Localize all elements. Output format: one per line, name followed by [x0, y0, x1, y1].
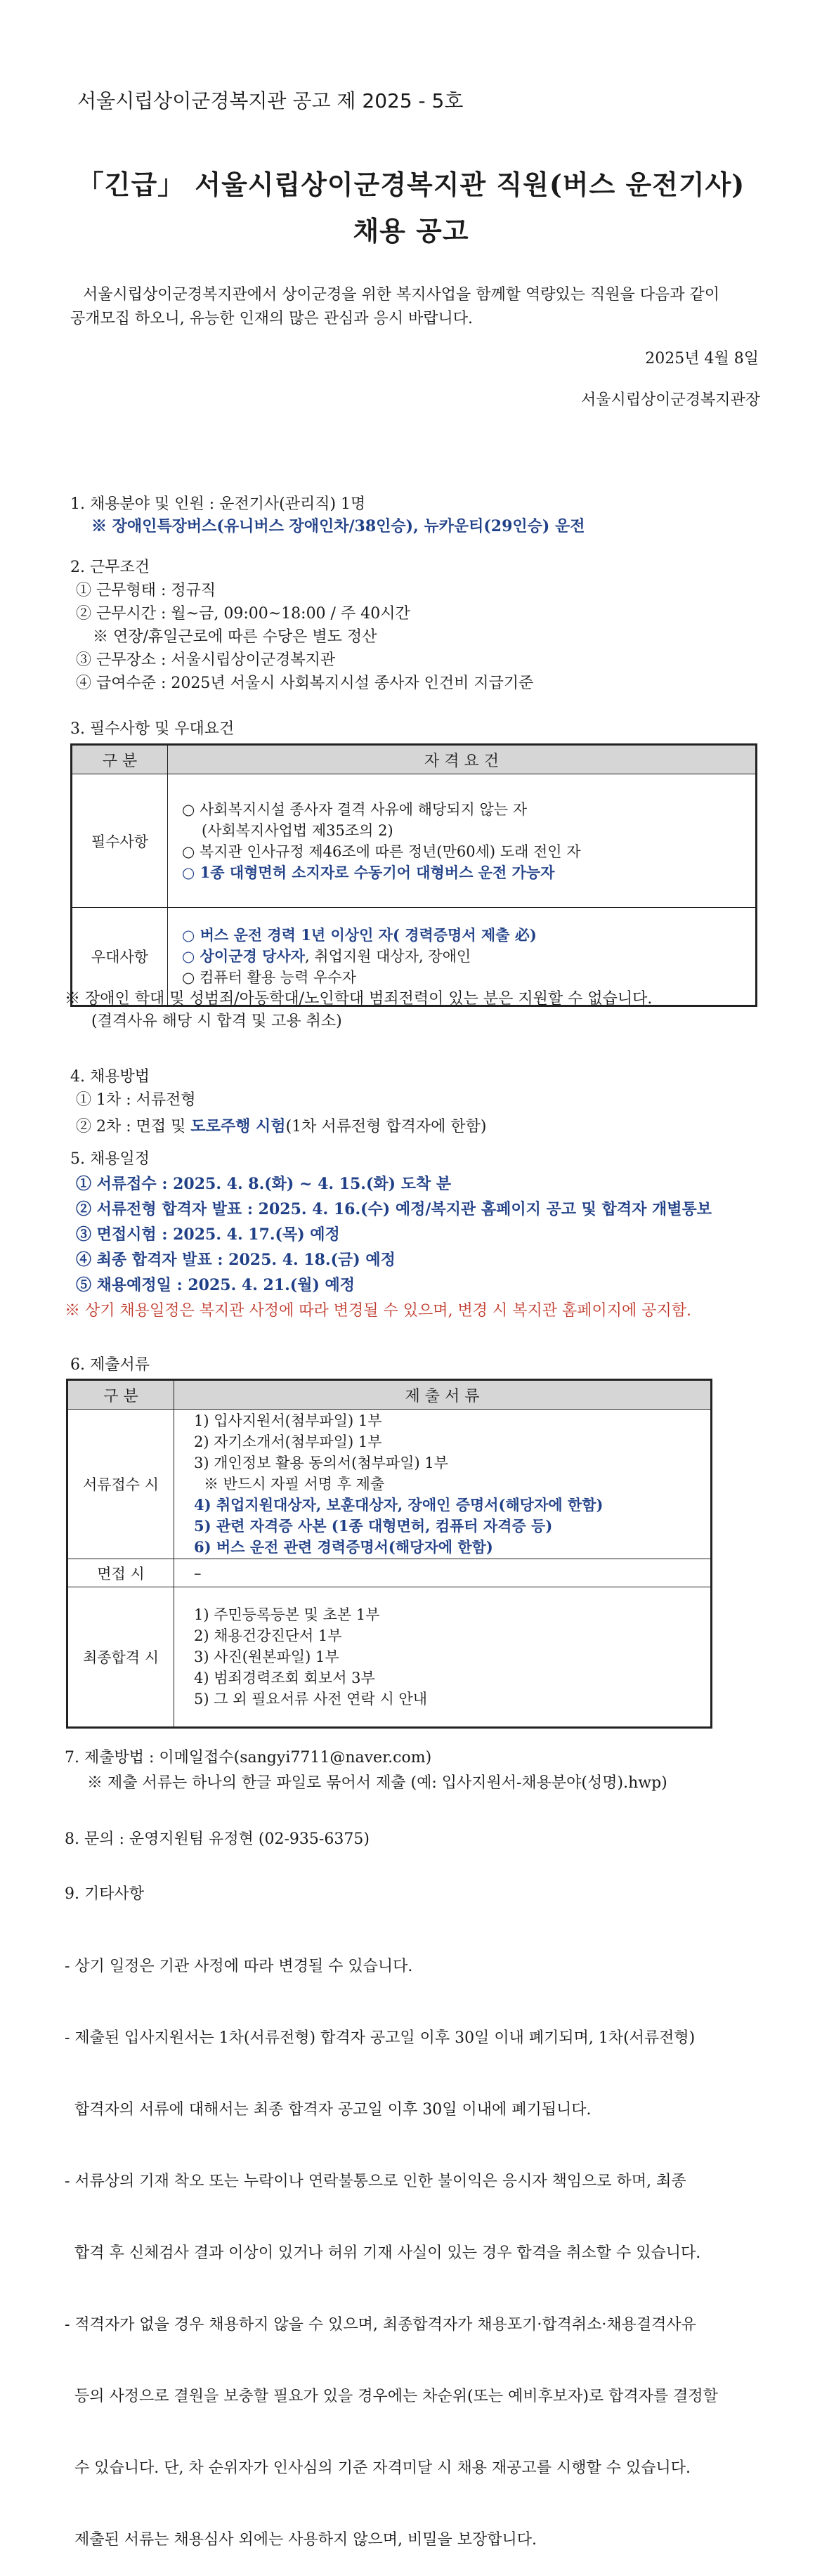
section-4-heading: 4. 채용방법 [70, 1068, 150, 1086]
intro-line-2: 공개모집 하오니, 유능한 인재의 많은 관심과 응시 바랍니다. [70, 310, 473, 327]
section-2-heading: 2. 근무조건 [70, 559, 150, 576]
misc-note-9: 제출된 서류는 채용심사 외에는 사용하지 않으며, 비밀을 보장합니다. [65, 2531, 537, 2549]
submission-note: ※ 제출 서류는 하나의 한글 파일로 묶어서 제출 (예: 입사지원서-채용분야(성명).hwp) [87, 1774, 667, 1792]
required-item-1-law: (사회복지사업법 제35조의 2) [202, 821, 393, 839]
work-hours: ② 근무시간 : 월~금, 09:00~18:00 / 주 40시간 [76, 605, 410, 623]
overtime-note: ※ 연장/휴일근로에 따른 수당은 별도 정산 [93, 628, 377, 646]
documents-table [66, 1379, 712, 1729]
documents-interview-label: 면접 시 [67, 1559, 174, 1587]
schedule-item-3: ③ 면접시험 : 2025. 4. 17.(목) 예정 [76, 1225, 340, 1244]
method-step-2-c: (1차 서류전형 합격자에 한함) [285, 1118, 487, 1136]
schedule-item-2: ② 서류전형 합격자 발표 : 2025. 4. 16.(수) 예정/복지관 홈페이지 공고 및 합격자 개별통보 [76, 1200, 712, 1218]
documents-col-category: 구 분 [67, 1380, 174, 1410]
section-3-heading: 3. 필수사항 및 우대요건 [70, 720, 235, 738]
notice-number: 서울시립상이군경복지관 공고 제 2025 - 5호 [77, 89, 464, 112]
misc-note-4: - 서류상의 기재 착오 또는 누락이나 연락불통으로 인한 불이익은 응시자 책임으로 하며, 최종 [65, 2173, 686, 2190]
section-1-note: ※ 장애인특장버스(유니버스 장애인차/38인승), 뉴카운티(29인승) 운전 [91, 517, 585, 535]
section-1-heading: 1. 채용분야 및 인원 : 운전기사(관리직) 1명 [70, 495, 366, 513]
documents-interview-value: – [174, 1559, 712, 1587]
doc-license-copy: 5) 관련 자격증 사본 (1종 대형면허, 컴퓨터 자격증 등) [194, 1517, 553, 1535]
schedule-item-5: ⑤ 채용예정일 : 2025. 4. 21.(월) 예정 [76, 1276, 355, 1294]
misc-note-7: 등의 사정으로 결원을 보충할 필요가 있을 경우에는 차순위(또는 예비후보자)로 합격자를 결정할 [65, 2388, 718, 2405]
misc-note-8: 수 있습니다. 단, 차 순위자가 인사심의 기준 자격미달 시 채용 재공고를 시행할 수 있습니다. [65, 2459, 691, 2477]
schedule-item-1: ① 서류접수 : 2025. 4. 8.(화) ~ 4. 15.(화) 도착 분 [76, 1175, 452, 1193]
misc-notes [65, 1907, 718, 2576]
section-8-heading: 8. 문의 : 운영지원팀 유정현 (02-935-6375) [65, 1830, 370, 1848]
documents-final-label: 최종합격 시 [67, 1587, 174, 1728]
requirements-footnote-2: (결격사유 해당 시 합격 및 고용 취소) [91, 1013, 342, 1030]
section-7-heading: 7. 제출방법 : 이메일접수(sangyi7711@naver.com) [65, 1749, 432, 1767]
doc-photo: 3) 사진(원본파일) 1부 [194, 1648, 339, 1665]
doc-self-intro: 2) 자기소개서(첨부파일) 1부 [194, 1433, 382, 1450]
documents-apply-label: 서류접수 시 [67, 1410, 174, 1559]
page-title: 「긴급」 서울시립상이군경복지관 직원(버스 운전기사) [77, 169, 745, 200]
preferred-item-2-rest: , 취업지원 대상자, 장애인 [304, 948, 471, 965]
doc-privacy-consent: 3) 개인정보 활용 동의서(첨부파일) 1부 [194, 1455, 449, 1471]
doc-resident-register: 1) 주민등록등본 및 초본 1부 [194, 1606, 380, 1623]
work-place: ③ 근무장소 : 서울시립상이군경복지관 [76, 651, 336, 669]
issuer: 서울시립상이군경복지관장 [580, 391, 760, 409]
requirements-col-category: 구 분 [72, 745, 168, 774]
required-item-1: ○ 사회복지시설 종사자 결격 사유에 해당되지 않는 자 [182, 800, 528, 818]
doc-criminal-record: 4) 범죄경력조회 회보서 3부 [194, 1670, 375, 1686]
section-9-heading: 9. 기타사항 [65, 1885, 144, 1903]
doc-application: 1) 입사지원서(첨부파일) 1부 [194, 1412, 382, 1429]
preferred-item-2-highlight: ○ 상이군경 당사자 [182, 947, 305, 965]
doc-health-cert: 2) 채용건강진단서 1부 [194, 1627, 342, 1644]
misc-note-2: - 제출된 입사지원서는 1차(서류전형) 합격자 공고일 이후 30일 이내 폐기되며, 1차(서류전형) [65, 2029, 696, 2047]
method-step-2 [76, 1114, 486, 1136]
requirements-col-qualification: 자 격 요 건 [168, 745, 757, 774]
method-step-2-road-test: 도로주행 시험 [190, 1117, 286, 1136]
misc-note-3: 합격자의 서류에 대해서는 최종 합격자 공고일 이후 30일 이내에 폐기됩니다. [65, 2101, 592, 2119]
misc-note-6: - 적격자가 없을 경우 채용하지 않을 수 있으며, 최종합격자가 채용포기·합격취소·채용결격사유 [65, 2316, 696, 2334]
doc-career-cert: 6) 버스 운전 관련 경력증명서(해당자에 한함) [194, 1538, 493, 1556]
doc-signature-note: ※ 반드시 자필 서명 후 제출 [204, 1476, 385, 1492]
method-step-2-a: ② 2차 : 면접 및 [76, 1118, 191, 1136]
intro-line-1: 서울시립상이군경복지관에서 상이군경을 위한 복지사업을 함께할 역량있는 직원을 다음과 같이 [83, 286, 720, 304]
documents-col-docs: 제 출 서 류 [174, 1380, 712, 1410]
required-label: 필수사항 [72, 774, 168, 908]
schedule-warning: ※ 상기 채용일정은 복지관 사정에 따라 변경될 수 있으며, 변경 시 복지관 홈페이지에 공지함. [65, 1302, 691, 1320]
section-6-heading: 6. 제출서류 [70, 1356, 150, 1374]
work-type: ① 근무형태 : 정규직 [76, 582, 216, 599]
preferred-item-3: ○ 컴퓨터 활용 능력 우수자 [182, 969, 356, 986]
doc-other: 5) 그 외 필요서류 사전 연락 시 안내 [194, 1691, 427, 1707]
required-item-3: ○ 1종 대형면허 소지자로 수동기어 대형버스 운전 가능자 [182, 863, 555, 881]
salary-level: ④ 급여수준 : 2025년 서울시 사회복지시설 종사자 인건비 지급기준 [76, 675, 534, 692]
requirements-table [70, 743, 757, 1007]
preferred-label: 우대사항 [72, 908, 168, 1006]
section-5-heading: 5. 채용일정 [70, 1150, 150, 1168]
misc-note-5: 합격 후 신체검사 결과 이상이 있거나 허위 기재 사실이 있는 경우 합격을 취소할 수 있습니다. [65, 2244, 701, 2262]
misc-note-1: - 상기 일정은 기관 사정에 따라 변경될 수 있습니다. [65, 1958, 413, 1975]
preferred-item-2 [182, 946, 755, 967]
preferred-item-1: ○ 버스 운전 경력 1년 이상인 자( 경력증명서 제출 必) [182, 926, 537, 944]
doc-eligibility-cert: 4) 취업지원대상자, 보훈대상자, 장애인 증명서(해당자에 한함) [194, 1496, 604, 1514]
requirements-footnote: ※ 장애인 학대 및 성범죄/아동학대/노인학대 범죄전력이 있는 분은 지원할 수 없습니다. [65, 990, 653, 1008]
notice-date: 2025년 4월 8일 [645, 350, 759, 367]
required-item-2: ○ 복지관 인사규정 제46조에 따른 정년(만60세) 도래 전인 자 [182, 843, 581, 860]
page-subtitle: 채용 공고 [353, 215, 469, 247]
schedule-item-4: ④ 최종 합격자 발표 : 2025. 4. 18.(금) 예정 [76, 1251, 396, 1269]
method-step-1: ① 1차 : 서류전형 [76, 1091, 196, 1109]
